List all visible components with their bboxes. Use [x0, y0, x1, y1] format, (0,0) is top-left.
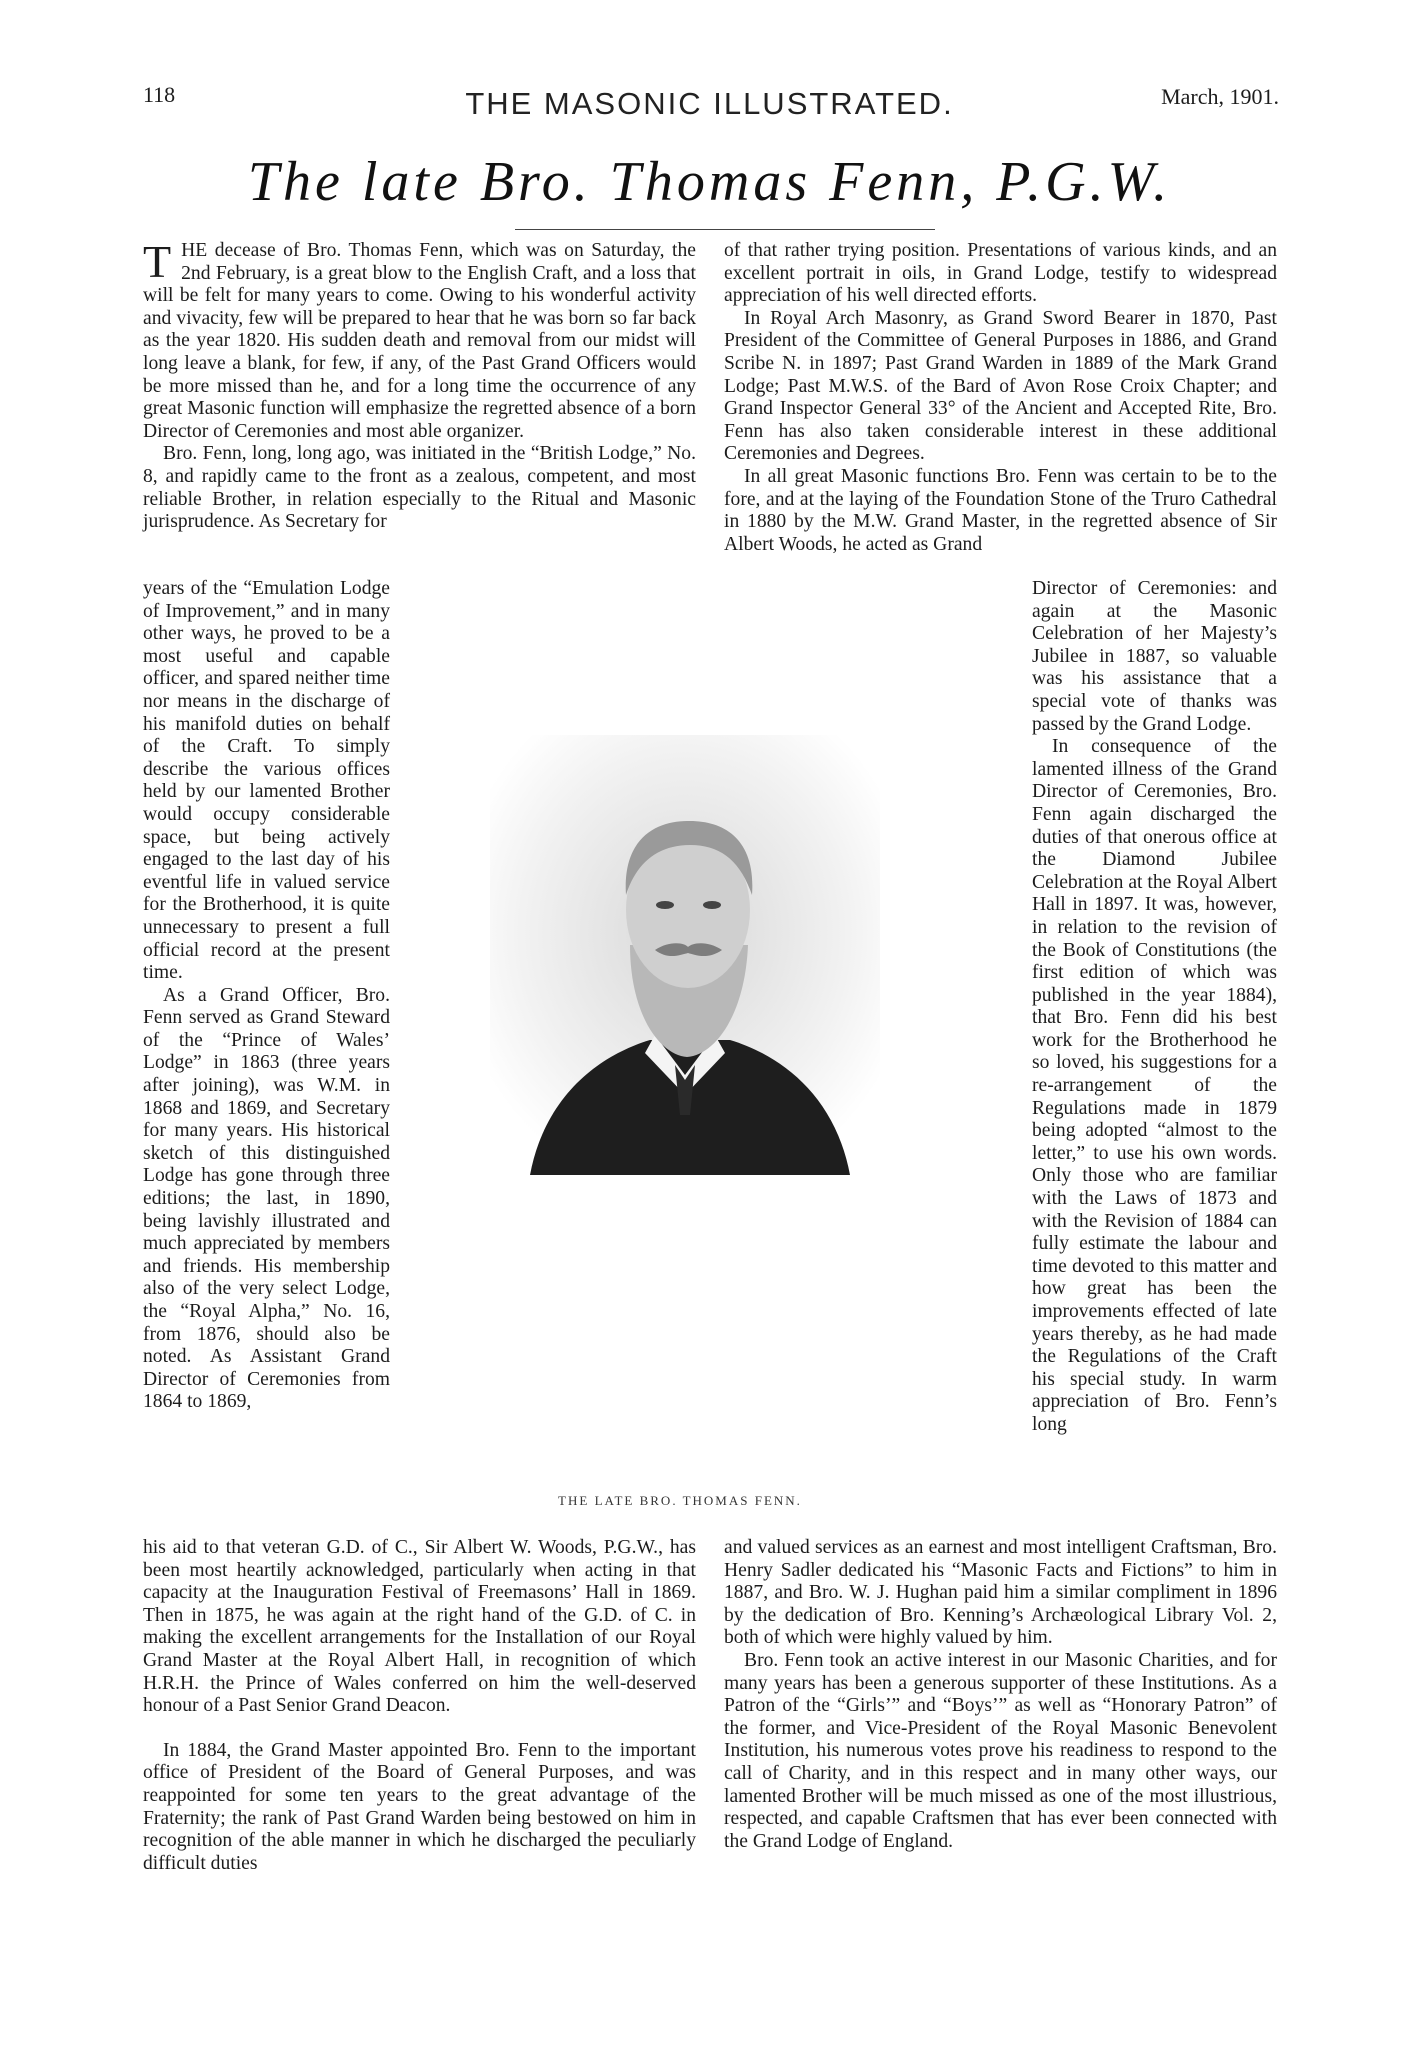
paragraph: and valued services as an earnest and most intelligent Craftsman, Bro. Henry Sadler dedicated his “Masonic Facts and Fictions” to him in 1887, and Bro. W. J. Hughan paid him a similar compliment in 1896 by the dedication of Bro. Kenning’s Archæological Library Vol. 2, both of which were highly valued by him.	[724, 1537, 1277, 1649]
right-column-narrow	[1032, 578, 1277, 1437]
paragraph: of that rather trying position. Presentations of various kinds, and an excellent portrait in oils, in Grand Lodge, testify to widespread appreciation of his well directed efforts.	[724, 240, 1277, 307]
page-number: 118	[143, 82, 176, 107]
right-column-bottom	[724, 1537, 1277, 1853]
magazine-title: THE MASONIC ILLUSTRATED.	[465, 86, 954, 121]
drop-cap: T	[143, 236, 172, 287]
paragraph: As a Grand Officer, Bro. Fenn served as Grand Steward of the “Prince of Wales’ Lodge” in 1863 (three years after joining), was W.M. in 1868 and 1869, and Secretary for many years. His historical sketch of this distinguished Lodge has gone through three editions; the last, in 1890, being lavishly illustrated and much appreciated by members and friends. His membership also of the very select Lodge, the “Royal Alpha,” No. 16, from 1876, should also be noted. As Assistant Grand Director of Ceremonies from 1864 to 1869,	[143, 984, 390, 1413]
paragraph: Bro. Fenn took an active interest in our Masonic Charities, and for many years has been a generous supporter of these Institutions. As a Patron of the “Girls’” and “Boys’” as well as “Honorary Patron” of the former, and Vice-President of the Royal Masonic Benevolent Institution, his numerous votes prove his readiness to respond to the call of Charity, and in this respect and in many other ways, our lamented Brother will be much missed as one of the most illustrious, respected, and capable Craftsmen that has ever been connected with the Grand Lodge of England.	[724, 1649, 1277, 1852]
portrait-caption: THE LATE BRO. THOMAS FENN.	[558, 1493, 802, 1508]
article-title: The late Bro. Thomas Fenn, P.G.W.	[247, 151, 1172, 213]
portrait-image	[490, 735, 880, 1175]
issue-date: March, 1901.	[1161, 84, 1279, 109]
paragraph: THE decease of Bro. Thomas Fenn, which was on Saturday, the 2nd February, is a great blow to the English Craft, and a loss that will be felt for many years to come. Owing to his wonderful activity and vivacity, few will be prepared to hear that he was born so far back as the year 1820. His sudden death and removal from our midst will long leave a blank, for few, if any, of the Past Grand Officers would be more missed than he, and for a long time the occurrence of any great Masonic function will emphasize the regretted absence of a born Director of Ceremonies and most able organizer.	[143, 236, 696, 442]
left-eye	[656, 901, 674, 909]
paragraph: his aid to that veteran G.D. of C., Sir Albert W. Woods, P.G.W., has been most heartily acknowledged, particularly when acting in that capacity at the Inauguration Festival of Freemasons’ Hall in 1869. Then in 1875, he was again at the right hand of the G.D. of C. in making the excellent arrangements for the Installation of our Royal Grand Master at the Royal Albert Hall, in recognition of which H.R.H. the Prince of Wales conferred on him the well-deserved honour of a Past Senior Grand Deacon.	[143, 1537, 696, 1717]
right-eye	[703, 901, 721, 909]
paragraph: years of the “Emulation Lodge of Improvement,” and in many other ways, he proved to be a most useful and capable officer, and spared neither time nor means in the discharge of his manifold duties on behalf of the Craft. To simply describe the various offices held by our lamented Brother would occupy considerable space, but being actively engaged to the last day of his eventful life in valued service for the Brotherhood, it is quite unnecessary to present a full official record at the present time.	[143, 578, 390, 984]
left-column-narrow	[143, 578, 390, 1414]
paragraph: In all great Masonic functions Bro. Fenn was certain to be to the fore, and at the laying of the Foundation Stone of the Truro Cathedral in 1880 by the M.W. Grand Master, in the regretted absence of Sir Albert Woods, he acted as Grand	[724, 465, 1277, 555]
title-rule	[515, 229, 935, 230]
paragraph: In Royal Arch Masonry, as Grand Sword Bearer in 1870, Past President of the Committee of General Purposes in 1886, and Grand Scribe N. in 1897; Past Grand Warden in 1889 of the Mark Grand Lodge; Past M.W.S. of the Bard of Avon Rose Croix Chapter; and Grand Inspector General 33° of the Ancient and Accepted Rite, Bro. Fenn has also taken considerable interest in these additional Ceremonies and Degrees.	[724, 307, 1277, 465]
paragraph: In consequence of the lamented illness of the Grand Director of Ceremonies, Bro. Fenn again discharged the duties of that onerous office at the Diamond Jubilee Celebration at the Royal Albert Hall in 1897. It was, however, in relation to the revision of the Book of Constitutions (the first edition of which was published in the year 1884), that Bro. Fenn did his best work for the Brotherhood he so loved, his suggestions for a re-arrangement of the Regulations made in 1879 being adopted “almost to the letter,” to use his own words. Only those who are familiar with the Laws of 1873 and with the Revision of 1884 can fully estimate the labour and time devoted to this matter and how great has been the improvements effected of late years thereby, as he had made the Regulations of the Craft his special study. In warm appreciation of Bro. Fenn’s long	[1032, 736, 1277, 1435]
right-column-top	[724, 240, 1277, 556]
paragraph: Director of Ceremonies: and again at the Masonic Celebration of her Majesty’s Jubilee in 1887, so valuable was his assistance that a special vote of thanks was passed by the Grand Lodge.	[1032, 578, 1277, 735]
left-column-top	[143, 236, 696, 534]
left-column-bottom	[143, 1537, 696, 1875]
paragraph: In 1884, the Grand Master appointed Bro. Fenn to the important office of President of the Board of General Purposes, and was reappointed for some ten years to the great advantage of the Fraternity; the rank of Past Grand Warden being bestowed on him in recognition of the able manner in which he discharged the peculiarly difficult duties	[143, 1739, 696, 1874]
paragraph: Bro. Fenn, long, long ago, was initiated in the “British Lodge,” No. 8, and rapidly came to the front as a zealous, competent, and most reliable Brother, in relation especially to the Ritual and Masonic jurisprudence. As Secretary for	[143, 443, 696, 533]
